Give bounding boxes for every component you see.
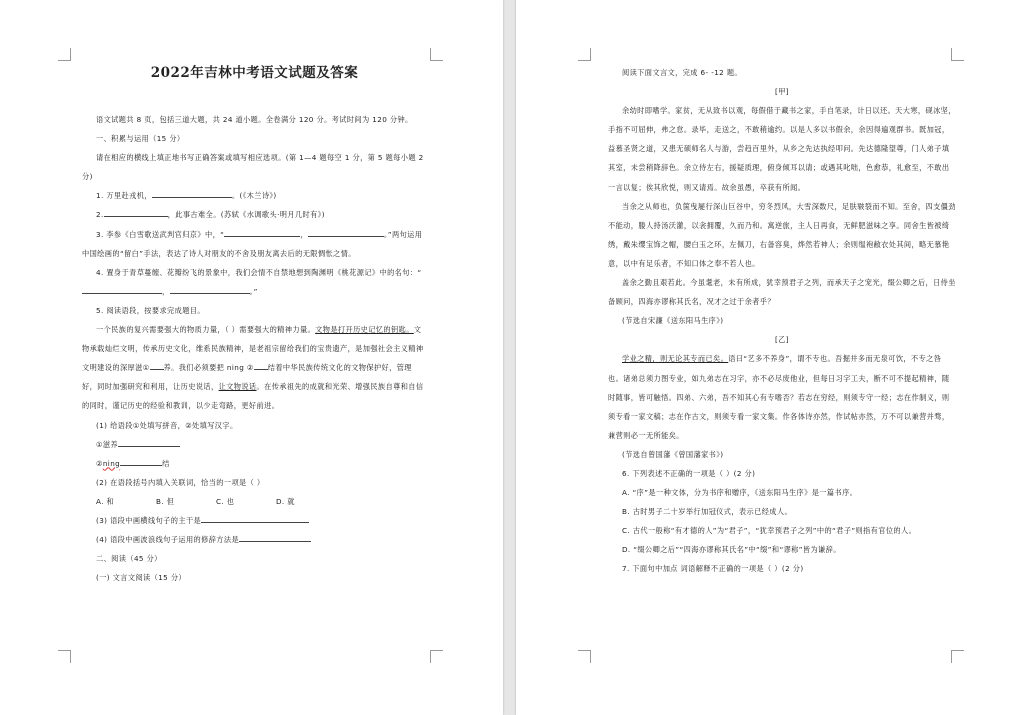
passage-yi-paragraph: 学业之精，则无论其专而已矣。语曰“艺多不养身”，谓不专也。吾掘井多而无泉可饮，不专之咎也。诸弟总须力图专业，如九弟志在习字，亦不必尽废他业，但每日习字工夫，断不可不提起精神，随时随事，皆可触悟。四弟、六弟，吾不知其心有专嗜否？若志在穷经，则须专守一经；志在作制义，则须专看一家文稿；志在作古文，则须专看一家文集。作各体诗亦然，作试帖亦然，万不可以兼营并骛，兼营则必一无所能矣。 <box>608 354 950 440</box>
page-corner-mark <box>951 650 964 663</box>
answer-blank[interactable] <box>118 437 180 447</box>
passage-jia-paragraph: 当余之从师也，负箧曳屣行深山巨谷中，穷冬烈风，大雪深数尺，足肤皲裂而不知。至舍，四支僵劲不能动，媵人持汤沃灌，以衾拥覆，久而乃和。寓逆旅，主人日再食，无鲜肥滋味之享。同舍生皆被绮绣，戴朱缨宝饰之帽，腰白玉之环，左佩刀，右备容臭，烨然若神人；余则缊袍敝衣处其间，略无慕艳意，以中有足乐者，不知口体之奉不若人也。 <box>608 201 956 268</box>
section2-title: 二、阅读（45 分） <box>96 554 162 564</box>
section1-instruction: 请在相应的横线上填正地书写正确答案或填写相应选项。(第 1—4 题每空 1 分，第 5 题每小题 2 分) <box>82 153 424 182</box>
passage-jia-label: [甲] <box>775 87 789 97</box>
answer-blank[interactable] <box>120 456 162 466</box>
question-4: 4. 置身于青草蔓缠、花瓣纷飞的景象中，我们会情不自禁地想到陶渊明《桃花源记》中的名句：“， 。” <box>82 263 427 301</box>
question-5-sub1-b: ②ning 结 <box>82 454 427 473</box>
answer-blank[interactable] <box>104 207 168 217</box>
passage-jia-paragraph: 盖余之勤且艰若此。今虽耄老，未有所成，犹幸预君子之列，而承天子之宠光，缀公卿之后，日侍坐备顾问，四海亦谬称其氏名，况才之过于余者乎？ <box>608 278 956 307</box>
passage-jia-paragraph: 余幼时即嗜学。家贫，无从致书以观，每假借于藏书之家，手自笔录，计日以还。天大寒，砚冰坚，手指不可屈伸，弗之怠。录毕，走送之，不敢稍逾约。以是人多以书假余，余因得遍观群书。既加冠，益慕圣贤之道，又患无硕师名人与游，尝趋百里外，从乡之先达执经叩问。先达德隆望尊，门人弟子填其室，未尝稍降辞色。余立侍左右，援疑质理，俯身倾耳以请；或遇其叱咄，色愈恭，礼愈至，不敢出一言以复；俟其欣悦，则又请焉。故余虽愚，卒获有所闻。 <box>608 106 956 192</box>
answer-blank[interactable] <box>254 360 268 370</box>
question-5-sub1: (1) 给语段①处填写拼音，②处填写汉字。 <box>96 420 238 430</box>
question-1: 1. 万里赴戎机， 。(《木兰诗》) <box>82 186 427 205</box>
option-c: C. 也 <box>216 496 235 506</box>
exam-intro: 语文试题共 8 页，包括三道大题，共 24 道小题。全卷满分 120 分。考试时间为 120 分钟。 <box>96 115 413 124</box>
document-title: 2022年吉林中考语文试题及答案 <box>150 65 359 81</box>
passage-jia-source: (节选自宋濂《送东阳马生序》) <box>622 316 724 326</box>
question-2: 2. ，此事古难全。(苏轼《水调歌头·明月几时有》) <box>82 205 427 224</box>
page-corner-mark <box>430 48 443 61</box>
option-b: B. 但 <box>156 496 175 506</box>
question-5-sub2: (2) 在语段括号内填入关联词，恰当的一项是（ ） <box>96 477 265 487</box>
question-6-option-a: A. “序”是一种文体，分为书序和赠序，《送东阳马生序》是一篇书序。 <box>622 488 858 498</box>
page-corner-mark <box>58 48 71 61</box>
right-page-content <box>608 63 956 579</box>
answer-blank[interactable] <box>224 227 300 237</box>
answer-blank[interactable] <box>239 532 311 542</box>
question-5-passage: 一个民族的复兴需要强大的物质力量，（ ）需要强大的精神力量。文物是打开历史记忆的钥匙。文物承载灿烂文明，传承历史文化，维系民族精神，是老祖宗留给我们的宝贵遗产，是加强社会主义精神文明建设的深厚滋① 养。我们必须要把 ning ② 结着中华民族传统文化的文物保护好，管理好，同时加强研究和利用，让历史说话，让文物说话。在传承祖先的成就和光荣、增强民族自尊和自信的同时，谨记历史的经验和教训，以少走弯路，更好前进。 <box>82 325 424 411</box>
answer-blank[interactable] <box>152 188 232 198</box>
question-5-title: 5. 阅读语段，按要求完成题目。 <box>96 305 205 315</box>
wavy-underlined-sentence: 让文物说话 <box>218 382 257 392</box>
option-a: A. 和 <box>96 496 115 506</box>
answer-blank[interactable] <box>170 284 250 294</box>
reading-instruction: 阅读下面文言文，完成 6- -12 题。 <box>622 68 743 77</box>
passage-yi-label: [乙] <box>775 335 789 345</box>
question-5-options <box>82 492 427 511</box>
page-corner-mark <box>951 48 964 61</box>
question-6: 6. 下列表述不正确的一项是（ ）(2 分) <box>622 468 756 478</box>
question-7: 7. 下面句中加点 词语解释不正确的一项是（ ）(2 分) <box>622 564 804 574</box>
answer-blank[interactable] <box>82 284 162 294</box>
page-corner-mark <box>58 650 71 663</box>
section2-subtitle: (一) 文言文阅读（15 分） <box>96 573 187 583</box>
question-6-option-c: C. 古代一般称“有才德的人”为“君子”，“犹幸预君子之列”中的“君子”则指有官位的人。 <box>622 526 917 536</box>
page-corner-mark <box>578 48 591 61</box>
passage-yi-source: (节选自曾国藩《曾国藩家书》) <box>622 449 724 459</box>
answer-blank[interactable] <box>308 227 384 237</box>
option-d: D. 就 <box>276 496 295 506</box>
question-3: 3. 李参《白雪歌送武判官归京》中，“ ， 。”两句运用中国绘画的“留白”手法，表达了诗人对朋友的不舍及朋友离去后的无限惆怅之情。 <box>82 225 427 263</box>
page-corner-mark <box>430 650 443 663</box>
question-6-option-d: D. “缀公卿之后”“四海亦谬称其氏名”中“缀”和“谬称”皆为谦辞。 <box>622 545 841 555</box>
left-page-content <box>82 62 427 587</box>
question-6-option-b: B. 古时男子二十岁举行加冠仪式，表示已经成人。 <box>622 507 793 517</box>
pinyin-ning: ning <box>102 458 121 468</box>
section1-title: 一、积累与运用（15 分） <box>96 134 185 144</box>
answer-blank[interactable] <box>150 360 164 370</box>
question-5-sub4: (4) 语段中画波浪线句子运用的修辞方法是 <box>82 530 427 549</box>
underlined-sentence: 学业之精，则无论其专而已矣。 <box>622 354 729 364</box>
underlined-sentence: 文物是打开历史记忆的钥匙。 <box>315 325 414 335</box>
question-5-sub3: (3) 语段中画横线句子的主干是 <box>82 511 427 530</box>
document-page-left <box>0 0 503 715</box>
answer-blank[interactable] <box>201 513 309 523</box>
page-corner-mark <box>578 650 591 663</box>
question-5-sub1-a: ①滋养 <box>82 435 427 454</box>
document-page-right <box>516 0 1024 715</box>
